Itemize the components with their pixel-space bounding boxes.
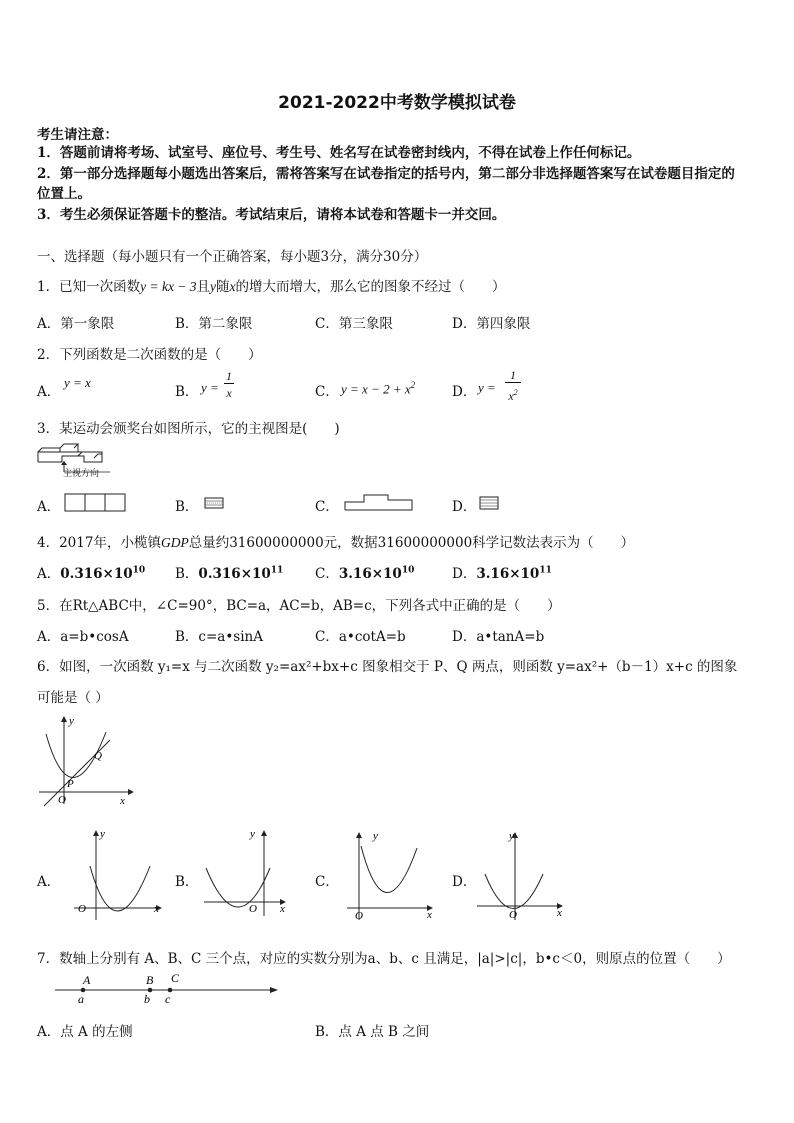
question-6-stem: 6．如图，一次函数 y₁=x 与二次函数 y₂=ax²+bx+c 图象相交于 P、Q 两点，则函数 y=ax²+（b－1）x+c 的图象 [37,659,738,675]
axis-x-label: x [280,903,285,915]
option-d-label: D． [452,499,477,515]
option-mantissa: 3.16×10 [476,566,540,582]
option-mantissa: 0.316×10 [60,566,133,582]
option-c [315,562,414,582]
q2-option-d-numerator: 1 [505,368,521,383]
option-c-label: C． [315,499,339,515]
q6-option-c-graph [345,828,445,923]
q2-option-d-den-exponent: 2 [513,388,518,397]
q2-option-c-formula [341,380,415,397]
q6-fig-origin: O [58,794,66,806]
question-1-stem [37,275,506,295]
option-c-label: C． [315,384,339,400]
option-a [37,562,145,582]
q3-option-a-figure [64,493,126,513]
axis-x-label: x [557,907,562,919]
question-4-stem [37,531,634,551]
point-C-label: C [171,971,180,985]
q6-option-d-graph [475,828,575,923]
q2-option-d-lhs: y = [478,380,496,395]
option-mantissa: 0.316×10 [198,566,271,582]
option-exponent: 10 [132,565,146,576]
q2-option-c-exponent: 2 [410,380,416,390]
origin-label: O [355,910,363,922]
q1-mid: 且 [196,279,211,295]
point-B-label: B [146,973,154,987]
option-label: D． [452,566,477,582]
q3-option-b-figure [204,497,224,509]
option-b: B．第二象限 [175,316,253,332]
q6-main-figure [36,712,136,808]
axis-y-label: y [100,828,105,840]
axis-x-label: x [154,903,159,915]
q2-option-b-numerator: 1 [226,369,232,383]
option-d: D．第四象限 [452,316,531,332]
option-a: A．a=b•cosA [37,629,129,645]
option-label: A． [37,566,61,582]
option-c: C．a•cotA=b [315,629,406,645]
option-d [452,562,552,582]
q6-option-b-graph [200,826,300,921]
axis-y-label: y [373,830,378,842]
value-a-label: a [78,992,84,1006]
q2-option-c-base: y = x − 2 + x [341,381,411,397]
origin-label: O [249,903,257,915]
option-c-label: C． [315,874,339,890]
value-c-label: c [165,992,171,1006]
notice-item: 2．第一部分选择题每小题选出答案后，需将答案写在试卷指定的括号内，第二部分非选择题答案写在试卷题目指定的 [37,166,735,182]
q6-fig-y: y [69,715,74,727]
q2-option-b-lhs: y = [201,380,219,395]
q1-x: x [229,279,236,294]
option-b: B．c=a•sinA [175,629,263,645]
option-exponent: 11 [539,565,552,576]
option-b-label: B． [175,874,199,890]
origin-label: O [78,903,86,915]
q2-option-d-den-base: x [508,389,514,403]
q4-stem-pre: 4．2017年，小榄镇 [37,535,161,551]
option-label: C． [315,566,339,582]
notice-item: 3．考生必须保证答题卡的整洁。考试结束后，请将本试卷和答题卡一并交回。 [37,207,506,223]
q2-option-b-denominator: x [226,386,232,400]
axis-y-label: y [250,828,255,840]
option-c: C．第三象限 [315,316,393,332]
q4-gdp: GDP [160,535,189,550]
question-2-stem: 2．下列函数是二次函数的是（ ） [37,347,262,363]
option-d-label: D． [452,384,477,400]
page-title: 2021-2022中考数学模拟试卷 [278,93,516,113]
option-b [175,562,283,582]
q1-post: 的增大而增大，那么它的图象不经过（ ） [235,279,506,295]
value-b-label: b [144,992,150,1006]
number-line [52,970,282,1008]
option-d: D．a•tanA=b [452,629,545,645]
q3-option-d-figure [479,496,499,510]
point-A-label: A [83,973,91,987]
option-a-label: A． [37,874,61,890]
question-7-stem: 7．数轴上分别有 A、B、C 三个点，对应的实数分别为a、b、c 且满足，|a|>|c|，b•c＜0，则原点的位置（ ） [37,951,731,967]
origin-label: O [509,909,517,921]
notice-heading: 考生请注意： [37,127,118,143]
option-label: B． [175,566,199,582]
option-mantissa: 3.16×10 [338,566,402,582]
option-d-label: D． [452,874,477,890]
question-5-stem: 5．在Rt△ABC中，∠C=90°，BC=a，AC=b，AB=c，下列各式中正确的是（ ） [37,598,561,614]
option-exponent: 10 [401,565,415,576]
view-direction-label: 主视方向 [63,469,100,479]
q1-formula: y = kx − 3 [140,279,197,294]
q6-fig-x: x [120,795,125,807]
option-a: A．点 A 的左侧 [37,1024,133,1040]
question-6-stem-cont: 可能是（ ） [37,690,109,706]
option-b-label: B． [175,384,199,400]
q6-option-a-graph [70,826,170,921]
q2-option-d-denominator [505,386,521,403]
q4-stem-post: 总量约31600000000元，数据31600000000科学记数法表示为（ ） [188,535,635,551]
q1-y: y [210,279,217,294]
question-3-stem: 3．某运动会颁奖台如图所示，它的主视图是( ) [37,421,340,437]
option-a: A．第一象限 [37,316,115,332]
axis-y-label: y [509,830,514,842]
notice-item: 位置上。 [37,186,91,202]
q2-option-a-formula: y = x [64,375,91,390]
option-a-label: A． [37,384,61,400]
option-a-label: A． [37,499,61,515]
q1-pre: 1．已知一次函数 [37,279,141,295]
axis-x-label: x [427,909,432,921]
section-heading: 一、选择题（每小题只有一个正确答案，每小题3分，满分30分） [37,249,428,265]
option-b: B．点 A 点 B 之间 [315,1024,430,1040]
option-b-label: B． [175,499,199,515]
q6-fig-q: Q [94,750,102,762]
option-exponent: 11 [270,565,284,576]
q1-sui: 随 [216,279,230,295]
q3-option-c-figure [344,493,414,511]
notice-item: 1．答题前请将考场、试室号、座位号、考生号、姓名写在试卷密封线内，不得在试卷上作任何标记。 [37,145,641,161]
q6-fig-p: P [67,778,74,790]
